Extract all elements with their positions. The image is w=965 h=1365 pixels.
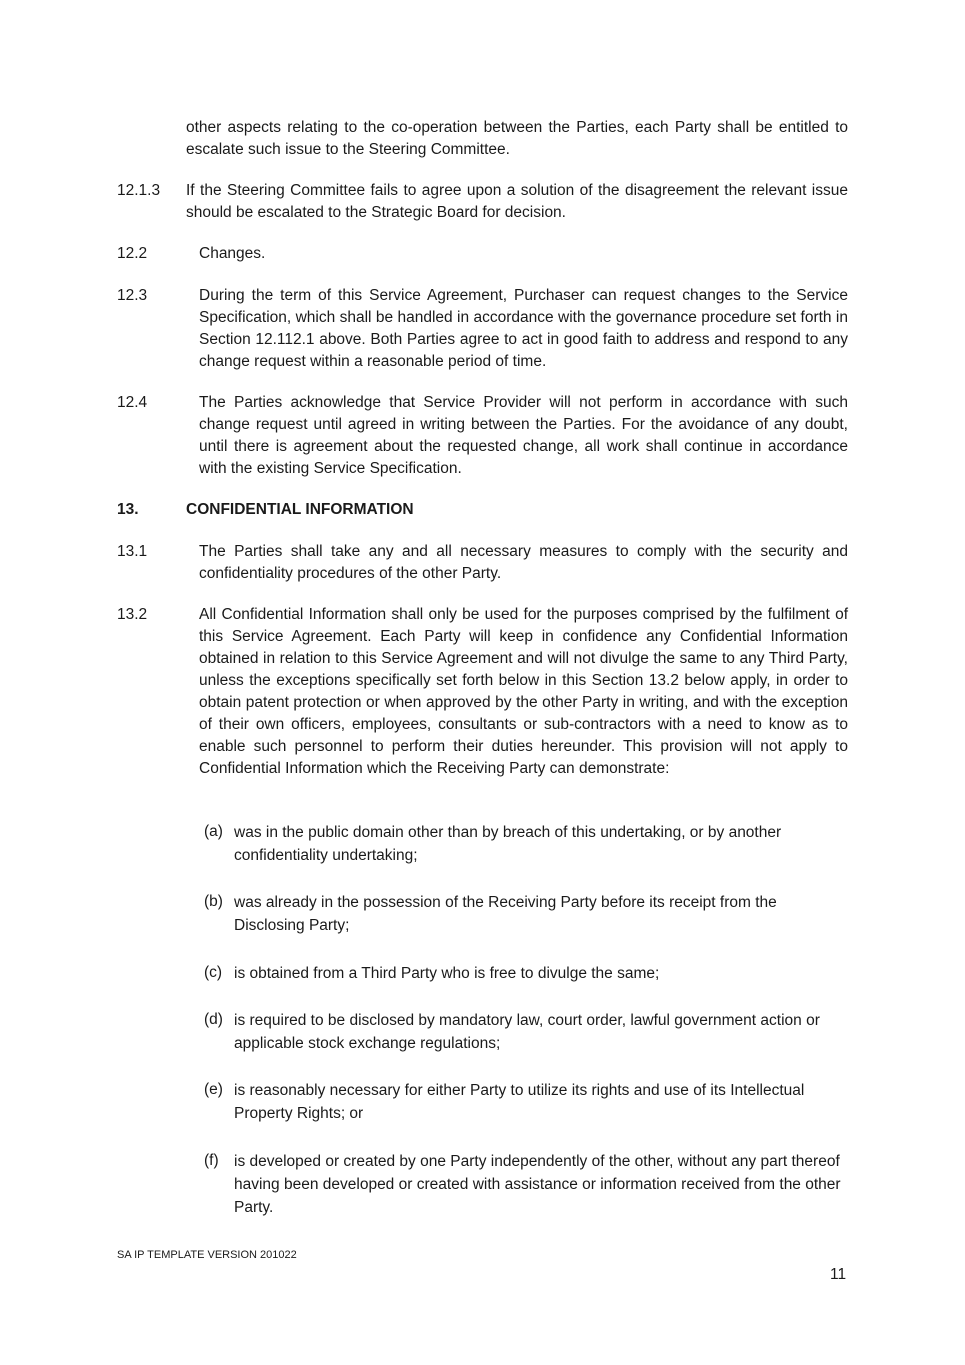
list-item-text: was already in the possession of the Receiving Party before its receipt from the Disclosing Party; <box>234 894 777 934</box>
clause-text: The Parties shall take any and all necessary measures to comply with the security and confidentiality procedures of the other Party. <box>199 543 848 582</box>
clause-text: Changes. <box>199 245 266 262</box>
clause-number: 13.2 <box>117 606 148 623</box>
clause-number: 13.1 <box>117 543 148 560</box>
footer-template-version: SA IP TEMPLATE VERSION 201022 <box>117 1249 297 1261</box>
continuation-paragraph: other aspects relating to the co-operation between the Parties, each Party shall be entitled to escalate such issue to the Steering Committee. <box>186 119 848 158</box>
clause-text: All Confidential Information shall only be used for the purposes comprised by the fulfilment of this Service Agreement. Each Party will keep in confidence any Confidential Information obtained in relation to this Service Agreement and will not divulge the same to any Third Party, unless the exceptions specifically set forth below in this Section 13.2 below apply, in order to obtain patent protection or when approved by the other Party in writing, and with the exception of their own officers, employees, consultants or sub-contractors with a need to know as to enable such personnel to perform their duties hereunder. This provision will not apply to Confidential Information which the Receiving Party can demonstrate: <box>199 606 848 777</box>
list-item-label: (c) <box>204 964 223 981</box>
section-title: CONFIDENTIAL INFORMATION <box>186 501 414 518</box>
list-item-label: (d) <box>204 1011 223 1028</box>
list-item-label: (b) <box>204 893 223 910</box>
list-item-text: was in the public domain other than by breach of this undertaking, or by another confidentiality undertaking; <box>234 824 782 864</box>
clause-number: 12.2 <box>117 245 148 262</box>
clause-text: During the term of this Service Agreement, Purchaser can request changes to the Service Specification, which shall be handled in accordance with the governance procedure set forth in Section 12.112.1 above. Both Parties agree to act in good faith to address and respond to any change request within a reasonable period of time. <box>199 287 848 370</box>
section-number: 13. <box>117 501 139 518</box>
clause-text: If the Steering Committee fails to agree upon a solution of the disagreement the relevant issue should be escalated to the Strategic Board for decision. <box>186 182 848 221</box>
clause-number: 12.4 <box>117 394 148 411</box>
list-item-label: (a) <box>204 823 223 840</box>
clause-text: The Parties acknowledge that Service Provider will not perform in accordance with such change request until agreed in writing between the Parties. For the avoidance of any doubt, until there is agreement about the requested change, all work shall continue in accordance with the existing Service Specification. <box>199 394 848 477</box>
list-item-text: is required to be disclosed by mandatory law, court order, lawful government action or applicable stock exchange regulations; <box>234 1012 820 1052</box>
list-item-label: (e) <box>204 1081 223 1098</box>
list-item-text: is developed or created by one Party independently of the other, without any part thereof having been developed or created with assistance or information received from the other Party. <box>234 1153 841 1216</box>
clause-number: 12.3 <box>117 287 148 304</box>
clause-number: 12.1.3 <box>117 182 161 199</box>
page-number: 11 <box>830 1266 847 1283</box>
list-item-label: (f) <box>204 1152 219 1169</box>
list-item-text: is reasonably necessary for either Party to utilize its rights and use of its Intellectual Property Rights; or <box>234 1082 805 1122</box>
list-item-text: is obtained from a Third Party who is free to divulge the same; <box>234 965 660 982</box>
